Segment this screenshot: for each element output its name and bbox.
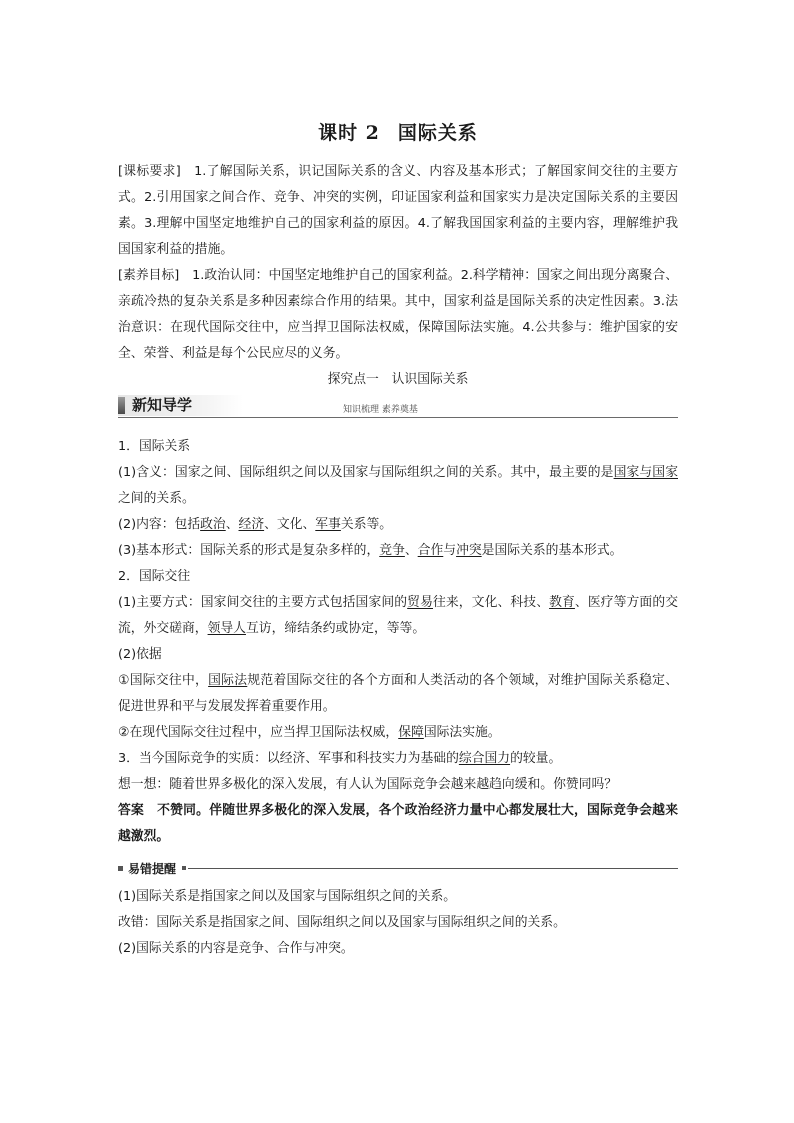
text-run: 、医疗等方面的交流，外交磋商， — [118, 595, 679, 636]
text-run: 之间的关系。 — [118, 491, 195, 506]
section-2-basis: (2)依据 — [118, 647, 162, 662]
square-bullet-icon — [182, 866, 186, 870]
blank-answer: 竞争 — [379, 543, 405, 558]
text-run: 往来，文化、科技、 — [432, 595, 550, 610]
text-run: (3)基本形式：国际关系的形式是复杂多样的， — [118, 543, 380, 558]
section-1-forms — [118, 538, 678, 564]
blank-answer: 领导人 — [207, 621, 246, 636]
text-run: 、 — [225, 517, 239, 532]
banner-heading: 新知导学 — [132, 396, 193, 414]
text-run: (2)内容：包括 — [118, 517, 201, 532]
text-run: 、 — [404, 543, 418, 558]
mistake-item-1: (1)国际关系是指国家之间以及国家与国际组织之间的关系。 — [118, 889, 457, 904]
answer-label: 答案 — [118, 803, 145, 818]
blank-answer: 保障 — [398, 725, 424, 740]
mistake-item-2: (2)国际关系的内容是竞争、合作与冲突。 — [118, 941, 354, 956]
document-page — [118, 118, 678, 962]
divider-line — [188, 868, 678, 869]
text-run: (1)主要方式：国家间交往的主要方式包括国家间的 — [118, 595, 408, 610]
blank-answer: 经济 — [238, 517, 265, 532]
text-run: ①国际交往中， — [118, 673, 209, 688]
think-answer — [118, 798, 678, 850]
lesson-number: 课时 2 — [318, 122, 380, 144]
requirements-tag: [课标要求] — [118, 164, 181, 179]
section-2-title: 2．国际交往 — [118, 569, 191, 584]
text-run: 与 — [443, 543, 457, 558]
lesson-title — [118, 118, 678, 145]
curriculum-requirements — [118, 159, 678, 263]
blank-answer: 冲突 — [456, 543, 482, 558]
literacy-text: 1.政治认同：中国坚定地维护自己的国家利益。2.科学精神：国家之间出现分离聚合、亲疏冷热的复杂关系是多种因素综合作用的结果。其中，国家利益是国际关系的决定性因素。3.法治意识：在现代国际交往中，应当捍卫国际法权威，保障国际法实施。4.公共参与：维护国家的安全、荣誉、利益是每个公民应尽的义务。 — [118, 268, 678, 361]
mistakes-heading: 易错提醒 — [128, 861, 177, 876]
text-run: (1)含义：国家之间、国际组织之间以及国家与国际组织之间的关系。其中，最主要的是 — [118, 465, 614, 480]
blank-answer: 教育 — [549, 595, 575, 610]
section-2-basis-2 — [118, 720, 678, 746]
blank-answer: 贸易 — [407, 595, 433, 610]
section-3 — [118, 746, 678, 772]
banner-subtitle: 知识梳理 素养奠基 — [343, 405, 418, 415]
answer-text: 不赞同。伴随世界多极化的深入发展，各个政治经济力量中心都发展壮大，国际竞争会越来越激烈。 — [118, 803, 679, 844]
mistake-fix-1: 改错：国际关系是指国家之间、国际组织之间以及国家与国际组织之间的关系。 — [118, 915, 566, 930]
text-run: 国际法实施。 — [423, 725, 501, 740]
think-question: 想一想：随着世界多极化的深入发展，有人认为国际竞争会越来越趋向缓和。你赞同吗？ — [118, 777, 618, 792]
text-run: 是国际关系的基本形式。 — [481, 543, 623, 558]
text-run: 3．当今国际竞争的实质：以经济、军事和科技实力为基础的 — [118, 751, 459, 766]
section-banner — [118, 395, 678, 418]
text-run: ②在现代国际交往过程中，应当捍卫国际法权威， — [118, 725, 399, 740]
text-run: 互访，缔结条约或协定，等等。 — [245, 621, 426, 636]
blank-answer: 合作 — [417, 543, 444, 558]
blank-answer: 军事 — [315, 517, 341, 532]
explore-point-heading: 探究点一 认识国际关系 — [327, 372, 469, 387]
text-run: 、文化、 — [264, 517, 316, 532]
text-run: 关系等。 — [340, 517, 393, 532]
section-1-meaning — [118, 460, 678, 512]
mistakes-divider — [118, 858, 678, 878]
requirements-text: 1.了解国际关系，识记国际关系的含义、内容及基本形式；了解国家间交往的主要方式。2.引用国家之间合作、竞争、冲突的实例，印证国家利益和国家实力是决定国际关系的主要因素。3.理解中国坚定地维护自己的国家利益的原因。4.了解我国国家利益的主要内容，理解维护我国国家利益的措施。 — [118, 164, 678, 257]
section-1-title: 1．国际关系 — [118, 439, 191, 454]
lesson-name: 国际关系 — [397, 122, 478, 144]
banner-bar-icon — [118, 397, 125, 414]
blank-answer: 综合国力 — [458, 751, 511, 766]
text-run: 规范着国际交往的各个方面和人类活动的各个领域，对维护国际关系稳定、促进世界和平与发展发挥着重要作用。 — [118, 673, 679, 714]
literacy-tag: [素养目标] — [118, 268, 180, 283]
blank-answer: 政治 — [200, 517, 226, 532]
section-1-content — [118, 512, 678, 538]
blank-answer: 国际法 — [208, 673, 248, 688]
section-2-basis-1 — [118, 668, 678, 720]
text-run: 的较量。 — [510, 751, 562, 766]
square-bullet-icon — [118, 866, 123, 871]
literacy-goals — [118, 263, 678, 367]
blank-answer: 国家与国家 — [613, 465, 678, 480]
section-2-main-ways — [118, 590, 678, 642]
